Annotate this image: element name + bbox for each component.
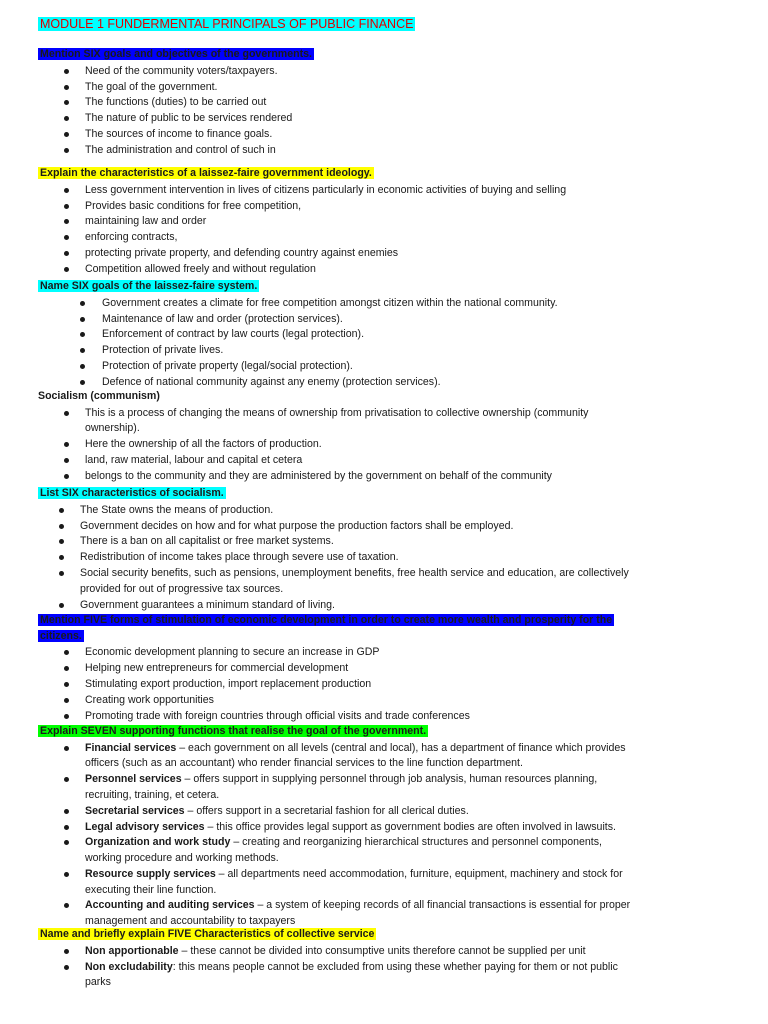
list-item: [80, 534, 334, 548]
bullet-icon: [64, 100, 69, 105]
list-item: [85, 111, 292, 125]
list-item: [85, 804, 469, 818]
list-item: [85, 756, 523, 770]
bullet-icon: [64, 698, 69, 703]
list-item-text: parks: [85, 976, 111, 989]
bullet-icon: [64, 840, 69, 845]
list-item: [85, 230, 177, 244]
list-item-text: – these cannot be divided into consumptive units therefore cannot be supplied per unit: [178, 944, 586, 957]
list-item: [85, 246, 398, 260]
section-heading: [38, 613, 614, 627]
list-item-text: The sources of income to finance goals.: [85, 128, 273, 141]
list-item-text: Less government intervention in lives of citizens particularly in economic activities of buying and selling: [85, 183, 567, 196]
list-item-text: The State owns the means of production.: [80, 503, 274, 516]
list-item-text: officers (such as an accountant) who render financial services to the line function department.: [85, 757, 523, 770]
bullet-icon: [59, 571, 64, 576]
list-item: [102, 343, 223, 357]
list-item: [85, 741, 626, 755]
list-item-text: Government decides on how and for what purpose the production factors shall be employed.: [80, 519, 514, 532]
list-item: [85, 788, 219, 802]
list-item: [102, 359, 353, 373]
list-item: [85, 183, 566, 197]
bullet-icon: [64, 116, 69, 121]
list-item: [85, 960, 618, 974]
list-item: [85, 95, 266, 109]
list-item: [85, 453, 302, 467]
list-item-text: The administration and control of such in: [85, 144, 276, 157]
list-item-text: This is a process of changing the means of ownership from privatisation to collective ownership (community: [85, 406, 589, 419]
bullet-icon: [64, 682, 69, 687]
list-item: [85, 469, 552, 483]
list-item: [85, 914, 295, 928]
list-item-text: Defence of national community against any enemy (protection services).: [102, 376, 441, 389]
bullet-icon: [80, 332, 85, 337]
list-item: [85, 835, 602, 849]
section-heading: [38, 389, 160, 403]
list-item-text: Redistribution of income takes place through severe use of taxation.: [80, 551, 399, 564]
bullet-icon: [64, 132, 69, 137]
section-heading: [38, 279, 259, 293]
bullet-icon: [80, 301, 85, 306]
bullet-icon: [64, 148, 69, 153]
list-item: [85, 661, 348, 675]
list-item-text: Promoting trade with foreign countries through official visits and trade conferences: [85, 709, 470, 722]
list-item-text: – offers support in supplying personnel through job analysis, human resources planning,: [181, 773, 598, 786]
list-item: [80, 598, 335, 612]
bullet-icon: [64, 949, 69, 954]
list-item-text: Helping new entrepreneurs for commercial development: [85, 662, 349, 675]
bullet-icon: [64, 219, 69, 224]
bullet-icon: [64, 809, 69, 814]
list-item: [85, 143, 276, 157]
list-item: [85, 80, 218, 94]
section-heading: [38, 47, 314, 61]
section-heading: [38, 166, 374, 180]
bullet-icon: [80, 380, 85, 385]
bullet-icon: [64, 650, 69, 655]
list-item-text: – creating and reorganizing hierarchical structures and personnel components,: [230, 836, 602, 849]
bullet-icon: [64, 251, 69, 256]
section-heading-text: Mention SIX goals and objectives of the governments.: [40, 48, 312, 60]
list-item: [85, 709, 470, 723]
list-item-term: Secretarial services: [85, 804, 185, 817]
section-heading-text: List SIX characteristics of socialism.: [40, 487, 224, 499]
list-item-term: Non apportionable: [85, 944, 179, 957]
list-item-text: Maintenance of law and order (protection services).: [102, 312, 343, 325]
list-item: [80, 582, 283, 596]
list-item-text: Government guarantees a minimum standard of living.: [80, 598, 335, 611]
list-item: [85, 772, 597, 786]
list-item-text: – a system of keeping records of all financial transactions is essential for proper: [254, 899, 631, 912]
list-item-text: working procedure and working methods.: [85, 852, 279, 864]
bullet-icon: [64, 411, 69, 416]
bullet-icon: [64, 458, 69, 463]
bullet-icon: [59, 524, 64, 529]
list-item: [85, 437, 322, 451]
list-item-term: Non excludability: [85, 960, 173, 973]
list-item: [80, 519, 513, 533]
list-item-text: Protection of private lives.: [102, 344, 224, 357]
list-item-text: – all departments need accommodation, furniture, equipment, machinery and stock for: [215, 867, 623, 880]
section-heading: [38, 486, 226, 500]
list-item: [85, 944, 586, 958]
list-item-text: The nature of public to be services rendered: [85, 112, 293, 125]
bullet-icon: [80, 348, 85, 353]
section-heading-text: Name SIX goals of the laissez-faire system.: [40, 280, 258, 292]
list-item-term: Legal advisory services: [85, 820, 205, 833]
list-item: [80, 503, 273, 517]
section-heading-text: Explain SEVEN supporting functions that realise the goal of the government.: [40, 725, 427, 737]
list-item-text: Need of the community voters/taxpayers.: [85, 64, 278, 77]
list-item: [85, 975, 111, 989]
section-heading: [38, 724, 428, 738]
list-item-text: – this office provides legal support as government bodies are often involved in lawsuits.: [204, 820, 616, 833]
bullet-icon: [59, 555, 64, 560]
list-item: [85, 199, 301, 213]
section-heading: [38, 927, 376, 941]
section-heading-text: Mention FIVE forms of stimulation of economic development in order to create more wealth and prosperity for the: [40, 614, 613, 626]
section-heading-text: Socialism (communism): [38, 390, 160, 402]
bullet-icon: [64, 872, 69, 877]
bullet-icon: [64, 965, 69, 970]
list-item-text: Enforcement of contract by law courts (legal protection).: [102, 328, 365, 341]
bullet-icon: [64, 825, 69, 830]
list-item-term: Accounting and auditing services: [85, 899, 255, 912]
bullet-icon: [64, 442, 69, 447]
list-item-term: Financial services: [85, 741, 177, 754]
list-item-text: provided for out of progressive tax sources.: [80, 582, 284, 595]
section-heading: [38, 629, 84, 643]
list-item-text: There is a ban on all capitalist or free market systems.: [80, 535, 334, 548]
list-item-text: executing their line function.: [85, 883, 217, 896]
section-heading-text: Name and briefly explain FIVE Characteristics of collective service: [40, 928, 375, 940]
list-item: [102, 296, 558, 310]
list-item-text: : this means people cannot be excluded from using these whether paying for them or not public: [172, 960, 618, 973]
list-item: [85, 406, 588, 420]
bullet-icon: [80, 317, 85, 322]
bullet-icon: [59, 508, 64, 513]
bullet-icon: [80, 364, 85, 369]
list-item-text: Stimulating export production, import replacement production: [85, 678, 372, 690]
list-item: [85, 262, 316, 276]
list-item: [102, 312, 343, 326]
list-item: [85, 867, 623, 881]
bullet-icon: [64, 235, 69, 240]
list-item: [85, 898, 630, 912]
list-item-text: – offers support in a secretarial fashion for all clerical duties.: [184, 804, 469, 817]
list-item: [85, 645, 379, 659]
bullet-icon: [64, 188, 69, 193]
bullet-icon: [64, 85, 69, 90]
list-item-text: enforcing contracts,: [85, 231, 178, 244]
section-heading-text: citizens.: [40, 629, 82, 642]
bullet-icon: [64, 69, 69, 74]
bullet-icon: [59, 603, 64, 608]
list-item: [85, 677, 371, 691]
list-item: [85, 214, 206, 228]
list-item-text: The functions (duties) to be carried out: [85, 96, 267, 109]
bullet-icon: [64, 714, 69, 719]
bullet-icon: [64, 903, 69, 908]
list-item-text: Provides basic conditions for free competition,: [85, 199, 302, 212]
list-item-text: land, raw material, labour and capital et cetera: [85, 454, 303, 466]
list-item: [85, 820, 616, 834]
list-item: [85, 693, 214, 707]
list-item-text: management and accountability to taxpayers: [85, 915, 296, 927]
bullet-icon: [64, 474, 69, 479]
page-title-text: MODULE 1 FUNDERMENTAL PRINCIPALS OF PUBLIC FINANCE: [40, 17, 414, 31]
bullet-icon: [59, 539, 64, 544]
list-item-term: Resource supply services: [85, 867, 216, 880]
list-item: [80, 550, 399, 564]
list-item-text: protecting private property, and defending country against enemies: [85, 247, 399, 260]
list-item-text: maintaining law and order: [85, 215, 207, 228]
list-item: [102, 327, 364, 341]
list-item: [85, 127, 272, 141]
list-item-text: The goal of the government.: [85, 80, 218, 93]
list-item-text: Creating work opportunities: [85, 693, 214, 706]
list-item: [85, 851, 279, 865]
list-item-text: – each government on all levels (central and local), has a department of finance which provides: [176, 741, 626, 754]
list-item-text: Competition allowed freely and without regulation: [85, 263, 316, 276]
list-item-text: Government creates a climate for free competition amongst citizen within the national community.: [102, 296, 558, 309]
bullet-icon: [64, 746, 69, 751]
bullet-icon: [64, 204, 69, 209]
list-item: [80, 566, 629, 580]
bullet-icon: [64, 777, 69, 782]
list-item-text: belongs to the community and they are administered by the government on behalf of the community: [85, 469, 552, 482]
list-item-text: ownership).: [85, 422, 140, 435]
list-item-text: recruiting, training, et cetera.: [85, 788, 220, 801]
list-item-term: Organization and work study: [85, 836, 231, 849]
list-item-term: Personnel services: [85, 773, 182, 786]
list-item: [85, 421, 140, 435]
list-item-text: Social security benefits, such as pensions, unemployment benefits, free health service and education, are collectively: [80, 567, 629, 580]
list-item: [85, 883, 216, 897]
list-item-text: Economic development planning to secure an increase in GDP: [85, 646, 380, 659]
list-item-text: Protection of private property (legal/social protection).: [102, 360, 353, 373]
bullet-icon: [64, 666, 69, 671]
bullet-icon: [64, 267, 69, 272]
section-heading-text: Explain the characteristics of a laissez-faire government ideology.: [40, 167, 372, 179]
page-title: [38, 15, 415, 34]
list-item: [85, 64, 278, 78]
list-item-text: Here the ownership of all the factors of production.: [85, 438, 322, 451]
list-item: [102, 375, 441, 389]
